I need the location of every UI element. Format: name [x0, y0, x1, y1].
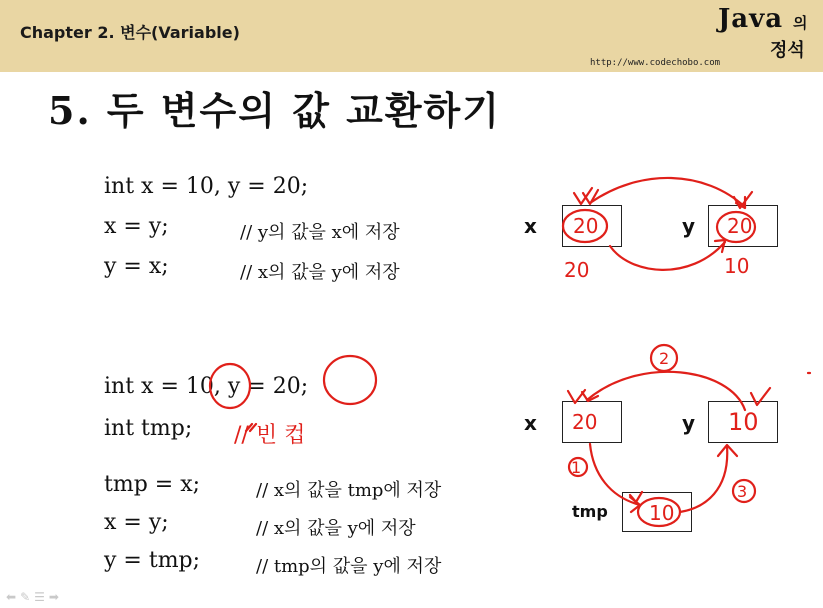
code-comment-2: // y의 값을 x에 저장: [240, 222, 400, 243]
chapter-title: Chapter 2. 변수(Variable): [20, 23, 240, 42]
var-label-x-2: x: [524, 411, 537, 435]
x-value: 20: [573, 214, 599, 238]
arrow-head-3: [582, 392, 598, 401]
y-value-2: 10: [728, 408, 759, 436]
arrow-y-to-x: [590, 178, 745, 207]
code-comment-7: // x의 값을 y에 저장: [256, 518, 416, 539]
code-line-1: int x = 10, y = 20;: [104, 174, 309, 199]
code-circle-20: [324, 356, 376, 404]
handwritten-note: // 빈 컵: [234, 423, 306, 448]
var-label-tmp: tmp: [572, 502, 608, 521]
x-check-mark: [574, 188, 592, 204]
x-value-2: 20: [572, 410, 598, 434]
code-comment-6: // x의 값을 tmp에 저장: [256, 480, 442, 501]
code-line-5: int tmp;: [104, 416, 193, 441]
arrow-head-5: [718, 445, 737, 456]
logo-java: Java: [718, 4, 784, 34]
slide-title: 5. 두 변수의 값 교환하기: [48, 88, 501, 133]
code-comment-3: // x의 값을 y에 저장: [240, 262, 400, 283]
x-check-mark-2: [583, 190, 598, 204]
slide-toolbar: [6, 590, 63, 604]
var-label-x: x: [524, 214, 537, 238]
header-bar: [0, 0, 823, 72]
step-2-label: 2: [659, 349, 670, 368]
logo-ui: 의: [793, 14, 808, 32]
back-arrow-icon[interactable]: ⬅: [6, 590, 21, 604]
code-line-8: y = tmp;: [104, 548, 201, 573]
y-old-value: 10: [724, 254, 750, 278]
tmp-value: 10: [649, 501, 675, 525]
step-1-label: 1: [571, 458, 582, 477]
code-line-7: x = y;: [104, 510, 169, 535]
y-value: 20: [727, 214, 753, 238]
menu-icon[interactable]: ☰: [34, 590, 49, 604]
code-line-2: x = y;: [104, 214, 169, 239]
pen-icon[interactable]: ✎: [20, 590, 35, 604]
var-label-y: y: [682, 214, 696, 238]
code-comment-8: // tmp의 값을 y에 저장: [256, 556, 442, 577]
code-line-4: int x = 10, y = 20;: [104, 374, 309, 399]
code-line-6: tmp = x;: [104, 472, 201, 497]
site-url: http://www.codechobo.com: [590, 58, 721, 68]
x-old-value: 20: [564, 258, 590, 282]
step-3-label: 3: [737, 482, 748, 501]
forward-arrow-icon[interactable]: ➡: [48, 590, 63, 604]
logo-jeongseok: 정석: [770, 40, 805, 61]
var-label-y-2: y: [682, 411, 696, 435]
code-line-3: y = x;: [104, 254, 169, 279]
